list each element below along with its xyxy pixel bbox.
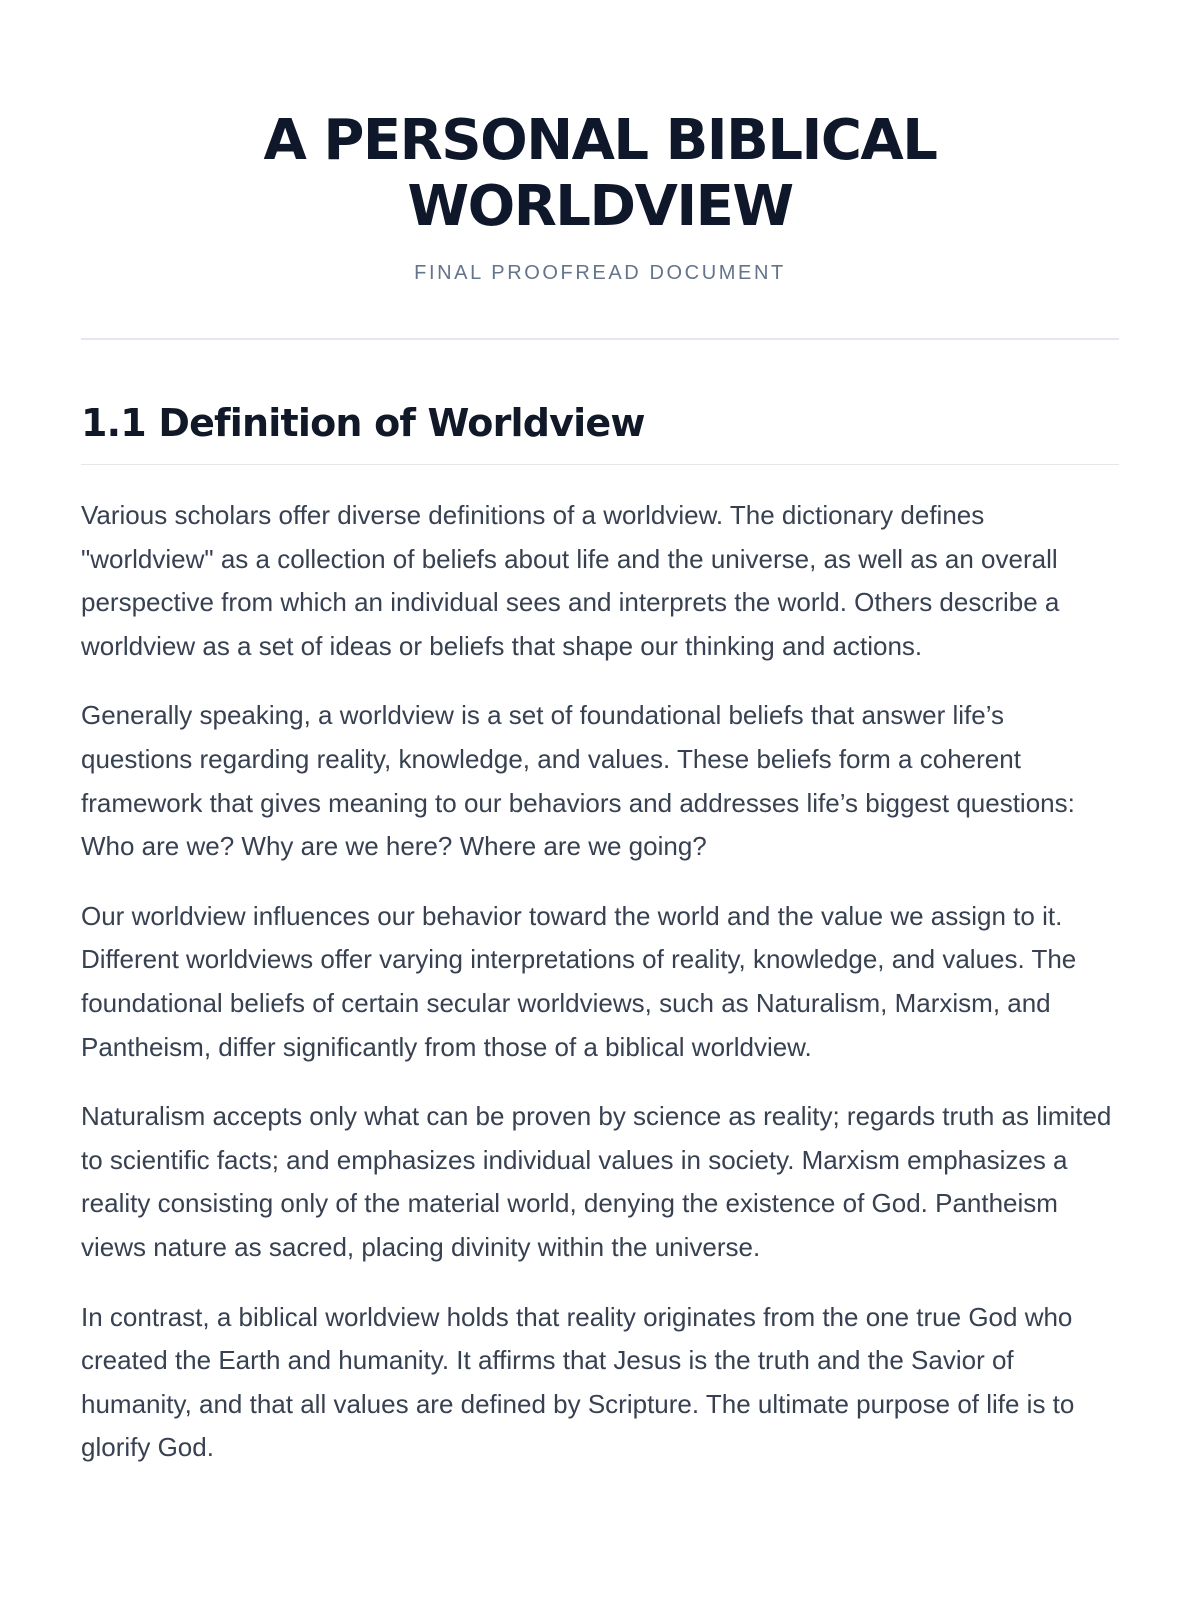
paragraph: Our worldview influences our behavior toward the world and the value we assign to it. Different worldviews offer varying interpretations of reality, knowledge, and values. The foundational beliefs of certain secular worldviews, such as Naturalism, Marxism, and Pantheism, differ significantly from those of a biblical worldview. bbox=[81, 900, 1077, 1062]
header-divider bbox=[81, 338, 1119, 340]
document-subtitle: FINAL PROOFREAD DOCUMENT bbox=[414, 262, 786, 284]
paragraph: Naturalism accepts only what can be proven by science as reality; regards truth as limited to scientific facts; and emphasizes individual values in society. Marxism emphasizes a reality consisting only of the material world, denying the existence of God. Pantheism views nature as sacred, placing divinity within the universe. bbox=[81, 1101, 1112, 1262]
section-body bbox=[81, 494, 1119, 1470]
section-definition-of-worldview bbox=[81, 400, 1119, 1470]
paragraph: In contrast, a biblical worldview holds that reality originates from the one true God who created the Earth and humanity. It affirms that Jesus is the truth and the Savior of humanity, and that all values are defined by Scripture. The ultimate purpose of life is to glorify God. bbox=[81, 1301, 1075, 1463]
section-divider bbox=[81, 464, 1119, 465]
section-heading: 1.1 Definition of Worldview bbox=[81, 401, 645, 445]
paragraph: Various scholars offer diverse definitions of a worldview. The dictionary defines "worldview" as a collection of beliefs about life and the universe, as well as an overall perspective from which an individual sees and interprets the world. Others describe a worldview as a set of ideas or beliefs that shape our thinking and actions. bbox=[81, 500, 1060, 661]
paragraph: Generally speaking, a worldview is a set of foundational beliefs that answer life’s questions regarding reality, knowledge, and values. These beliefs form a coherent framework that gives meaning to our behaviors and addresses life’s biggest questions: Who are we? Why are we here? Where are we going? bbox=[81, 700, 1075, 862]
document-title: A PERSONAL BIBLICAL WORLDVIEW bbox=[263, 108, 937, 239]
document-header bbox=[81, 0, 1119, 285]
